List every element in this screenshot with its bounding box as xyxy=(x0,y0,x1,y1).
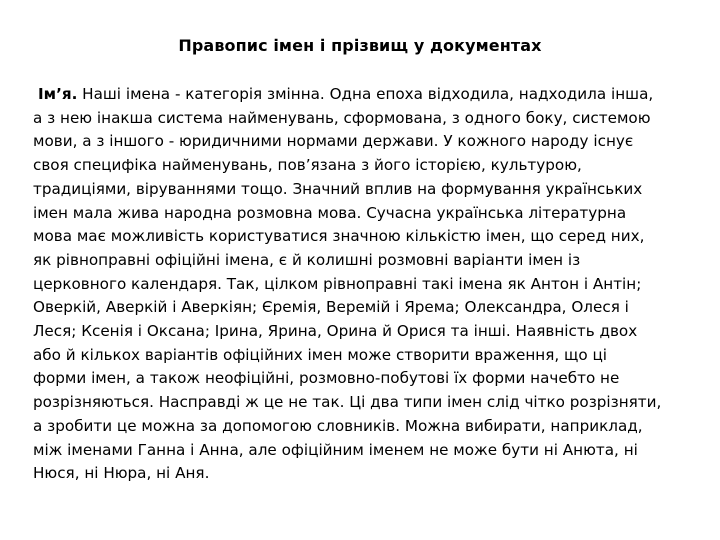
paragraph-line: Оверкій, Аверкій і Аверкіян; Єремія, Веремій і Ярема; Олександра, Олеся і xyxy=(33,298,629,317)
paragraph-line: Леся; Ксенія і Оксана; Ірина, Ярина, Орина й Орися та інші. Наявність двох xyxy=(33,322,638,341)
paragraph-line: мова має можливість користуватися значною кількістю імен, що серед них, xyxy=(33,227,645,246)
paragraph-line: традиціями, віруваннями тощо. Значний вплив на формування українських xyxy=(33,179,643,198)
paragraph-line: Нюся, ні Нюра, ні Аня. xyxy=(33,464,210,483)
paragraph-line: форми імен, а також неофіційні, розмовно-побутові їх форми начебто не xyxy=(33,369,620,388)
paragraph-line: мови, а з іншого - юридичними нормами держави. У кожного народу існує xyxy=(33,132,634,151)
paragraph-line: як рівноправні офіційні імена, є й колишні розмовні варіанти імен із xyxy=(33,250,581,269)
paragraph-line: а з нею інакша система найменувань, сформована, з одного боку, системою xyxy=(33,108,651,127)
paragraph-line xyxy=(33,83,693,107)
paragraph-text: Наші імена - категорія змінна. Одна епоха відходила, надходила інша, xyxy=(77,85,654,103)
paragraph-line: імен мала жива народна розмовна мова. Сучасна українська літературна xyxy=(33,203,627,222)
paragraph-line: а зробити це можна за допомогою словників. Можна вибирати, наприклад, xyxy=(33,416,643,435)
paragraph-line: розрізняються. Насправді ж це не так. Ці два типи імен слід чітко розрізняти, xyxy=(33,393,662,412)
term-label: Ім’я. xyxy=(38,85,78,103)
page-title: Правопис імен і прізвищ у документах xyxy=(178,36,542,55)
paragraph-line: між іменами Ганна і Анна, але офіційним іменем не може бути ні Анюта, ні xyxy=(33,440,638,459)
paragraph-line: своя специфіка найменувань, пов’язана з його історією, культурою, xyxy=(33,156,582,175)
paragraph-line: або й кількох варіантів офіційних імен може створити враження, що ці xyxy=(33,345,607,364)
paragraph-line: церковного календаря. Так, цілком рівноправні такі імена як Антон і Антін; xyxy=(33,274,642,293)
body-text xyxy=(33,83,693,486)
